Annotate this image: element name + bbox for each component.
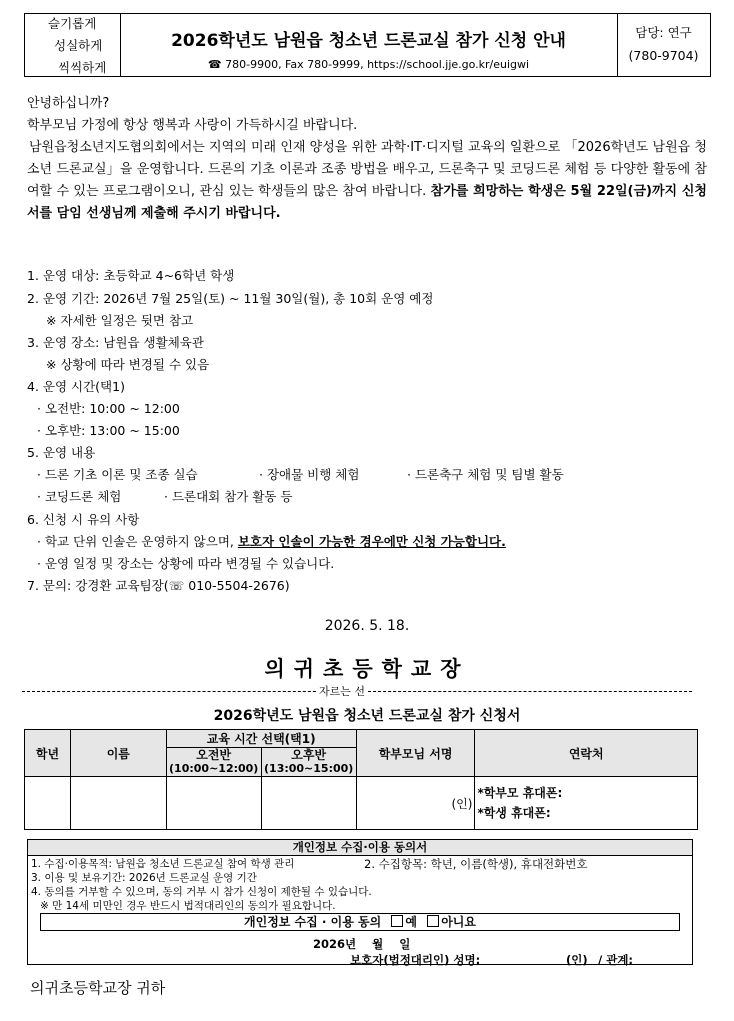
am-choice-field[interactable] bbox=[166, 777, 261, 830]
yes-checkbox[interactable] bbox=[391, 915, 403, 927]
no-checkbox[interactable] bbox=[427, 915, 439, 927]
col-pm-time: (13:00~15:00) bbox=[264, 762, 354, 775]
person-in-charge bbox=[617, 14, 710, 76]
letter-header bbox=[24, 13, 711, 77]
period-note: ※ 자세한 일정은 뒷면 참고 bbox=[46, 313, 194, 328]
content-obstacle: · 장애물 비행 체험 bbox=[259, 467, 360, 482]
letter-date: 2026. 5. 18. bbox=[324, 618, 410, 634]
consent-purpose: 1. 수집·이용목적: 남원읍 청소년 드론교실 참여 학생 관리 bbox=[31, 858, 295, 870]
item-time: 4. 운영 시간(택1) bbox=[27, 379, 125, 394]
item-period: 2. 운영 기간: 2026년 7월 25일(토) ~ 11월 30일(월), 총 10회 운영 예정 bbox=[27, 291, 434, 306]
content-coding: · 코딩드론 체험 bbox=[37, 489, 122, 504]
school-motto bbox=[25, 14, 121, 76]
consent-refusal: 4. 동의를 거부할 수 있으며, 동의 거부 시 참가 신청이 제한될 수 있습니다. bbox=[31, 886, 372, 898]
no-label: 아니요 bbox=[441, 915, 476, 929]
item-place: 3. 운영 장소: 남원읍 생활체육관 bbox=[27, 335, 204, 350]
pm-choice-field[interactable] bbox=[261, 777, 356, 830]
parent-signature-field[interactable] bbox=[356, 777, 475, 830]
greeting: 안녕하십니까? bbox=[27, 96, 110, 111]
item-content: 5. 운영 내용 bbox=[27, 445, 96, 460]
yes-label: 예 bbox=[405, 915, 417, 929]
seal-mark: (인) bbox=[451, 796, 473, 811]
header-center bbox=[120, 14, 618, 76]
application-table bbox=[24, 729, 698, 830]
agree-label: 개인정보 수집 · 이용 동의 bbox=[244, 915, 382, 929]
motto-line: 씩씩하게 bbox=[58, 60, 107, 75]
wish-line: 학부모님 가정에 항상 행복과 사랑이 가득하시길 바랍니다. bbox=[27, 118, 358, 133]
caution-change: · 운영 일정 및 장소는 상황에 따라 변경될 수 있습니다. bbox=[37, 556, 335, 571]
consent-minor-note: ※ 만 14세 미만인 경우 반드시 법적대리인의 동의가 필요합니다. bbox=[40, 900, 336, 912]
time-am: · 오전반: 10:00 ~ 12:00 bbox=[37, 401, 180, 416]
place-note: ※ 상황에 따라 변경될 수 있음 bbox=[46, 357, 210, 372]
caution-escort-emphasis: 보호자 인솔이 가능한 경우에만 신청 가능합니다. bbox=[237, 534, 506, 549]
consent-agree-row bbox=[40, 913, 680, 931]
page-title: 2026학년도 남원읍 청소년 드론교실 참가 신청 안내 bbox=[171, 31, 566, 51]
phone-icon: ☏ bbox=[168, 578, 185, 593]
col-am-time: (10:00~12:00) bbox=[169, 762, 259, 775]
consent-items-text: 2. 수집항목: 학년, 이름(학생), 휴대전화번호 bbox=[364, 857, 588, 871]
intro-paragraph bbox=[27, 137, 707, 225]
col-grade: 학년 bbox=[25, 730, 71, 777]
item-inquiry bbox=[27, 576, 290, 594]
intro-body: 남원읍청소년지도협의회에서는 지역의 미래 인재 양성을 위한 과학·IT·디지털 교육의 일환으로 「2026학년도 남원읍 청소년 드론교실」을 운영합니다. 드론의 기초 이론과 조종 방법을 배우고, 드론축구 및 코딩드론 체험 등 다양한 활동에 참여할 수 있는 프로그램이오니, 관심 있는 학생들의 많은 참여 바랍니다. bbox=[27, 140, 707, 199]
grade-field[interactable] bbox=[25, 777, 71, 830]
signer: 의귀초등학교장 bbox=[264, 657, 470, 681]
consent-form bbox=[27, 839, 693, 965]
inquiry-phone: 010-5504-2676) bbox=[188, 578, 290, 593]
content-soccer: · 드론축구 체험 및 팀별 활동 bbox=[407, 467, 564, 482]
consent-items bbox=[364, 856, 588, 872]
consent-period: 3. 이용 및 보유기간: 2026년 드론교실 운영 기간 bbox=[31, 872, 257, 884]
guardian-name-label: 보호자(법정대리인) 성명: bbox=[350, 953, 481, 967]
contact-text: 780-9900, Fax 780-9999, https://school.jje.go.kr/euigwi bbox=[225, 58, 530, 71]
col-pm-label: 오후반 bbox=[291, 748, 327, 762]
consent-date: 2026년 월 일 bbox=[313, 937, 411, 951]
content-competition: · 드론대회 참가 활동 등 bbox=[164, 489, 293, 504]
student-phone-label: *학생 휴대폰: bbox=[477, 806, 551, 820]
guardian-seal: (인) bbox=[566, 953, 588, 967]
col-am bbox=[166, 748, 261, 777]
motto-line: 슬기롭게 bbox=[48, 16, 97, 31]
form-title: 2026학년도 남원읍 청소년 드론교실 참가 신청서 bbox=[213, 708, 521, 724]
school-contact bbox=[120, 58, 617, 71]
content-theory: · 드론 기초 이론 및 조종 실습 bbox=[37, 467, 198, 482]
parent-phone-label: *학부모 휴대폰: bbox=[477, 786, 563, 800]
col-contact: 연락처 bbox=[475, 730, 698, 777]
person-phone: (780-9704) bbox=[628, 48, 699, 63]
person-label: 담당: 연구 bbox=[635, 25, 692, 40]
col-name: 이름 bbox=[70, 730, 166, 777]
inquiry-text: 7. 문의: 강경환 교육팀장( bbox=[27, 578, 169, 593]
consent-title: 개인정보 수집·이용 동의서 bbox=[28, 840, 692, 856]
col-time: 교육 시간 선택(택1) bbox=[166, 730, 356, 748]
name-field[interactable] bbox=[70, 777, 166, 830]
item-caution: 6. 신청 시 유의 사항 bbox=[27, 512, 140, 527]
phone-icon: ☎ bbox=[207, 58, 222, 71]
contact-field[interactable] bbox=[475, 777, 698, 830]
caution-escort-text: · 학교 단위 인솔은 운영하지 않으며, bbox=[37, 534, 238, 549]
addressee: 의귀초등학교장 귀하 bbox=[30, 979, 166, 997]
intro-emphasis: 참가를 희망하는 학생은 5월 22일(금)까지 신청서를 담임 선생님께 제출해 주시기 바랍니다. bbox=[27, 184, 707, 221]
guardian-relation-label: / 관계: bbox=[598, 953, 634, 967]
time-pm: · 오후반: 13:00 ~ 15:00 bbox=[37, 423, 180, 438]
col-pm bbox=[261, 748, 356, 777]
col-sign: 학부모님 서명 bbox=[356, 730, 475, 777]
cut-line-label: 자르는 선 bbox=[319, 685, 366, 698]
motto-line: 성실하게 bbox=[54, 38, 103, 53]
col-am-label: 오전반 bbox=[196, 748, 232, 762]
item-target: 1. 운영 대상: 초등학교 4~6학년 학생 bbox=[27, 268, 235, 283]
caution-escort bbox=[37, 532, 506, 550]
